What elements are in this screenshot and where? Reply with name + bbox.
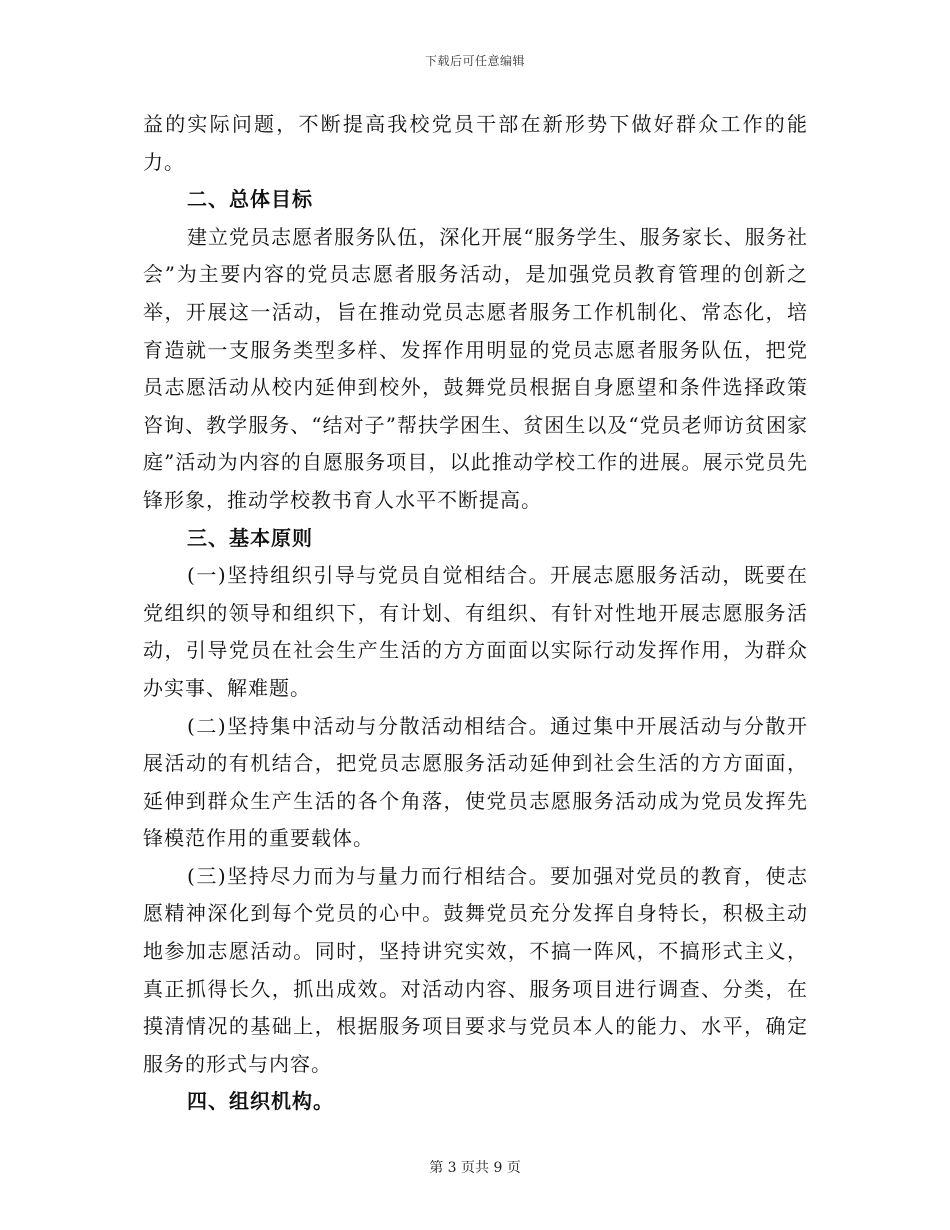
section-heading-basic-principles: 三、基本原则 [187, 525, 313, 550]
section-heading-organization: 四、组织机构。 [187, 1089, 334, 1114]
paragraph-principle-3: (三)坚持尽力而为与量力而行相结合。要加强对党员的教育，使志愿精神深化到每个党员的心中。鼓舞党员充分发挥自身特长，积极主动地参加志愿活动。同时，坚持讲究实效，不搞一阵风，不搞形式主义，真正抓得长久，抓出成效。对活动内容、服务项目进行调查、分类，在摸清情况的基础上，根据服务项目要求与党员本人的能力、水平，确定服务的形式与内容。 [143, 863, 808, 1076]
page-header: 下载后可任意编辑 [424, 54, 525, 68]
section-heading-overall-goal: 二、总体目标 [187, 187, 313, 212]
paragraph-continuation: 益的实际问题，不断提高我校党员干部在新形势下做好群众工作的能力。 [143, 112, 808, 174]
page-number: 第 3 页共 9 页 [429, 1160, 521, 1176]
paragraph-principle-1: (一)坚持组织引导与党员自觉相结合。开展志愿服务活动，既要在党组织的领导和组织下，有计划、有组织、有针对性地开展志愿服务活动，引导党员在社会生产生活的方方面面以实际行动发挥作用，为群众办实事、解难题。 [143, 563, 808, 700]
paragraph-overall-goal: 建立党员志愿者服务队伍，深化开展“服务学生、服务家长、服务社会”为主要内容的党员志愿者服务活动，是加强党员教育管理的创新之举，开展这一活动，旨在推动党员志愿者服务工作机制化、常态化，培育造就一支服务类型多样、发挥作用明显的党员志愿者服务队伍，把党员志愿活动从校内延伸到校外，鼓舞党员根据自身愿望和条件选择政策咨询、教学服务、“结对子”帮扶学困生、贫困生以及“党员老师访贫困家庭”活动为内容的自愿服务项目，以此推动学校工作的进展。展示党员先锋形象，推动学校教书育人水平不断提高。 [143, 224, 808, 512]
paragraph-principle-2: (二)坚持集中活动与分散活动相结合。通过集中开展活动与分散开展活动的有机结合，把党员志愿服务活动延伸到社会生活的方方面面，延伸到群众生产生活的各个角落，使党员志愿服务活动成为党员发挥先锋模范作用的重要载体。 [143, 713, 808, 851]
document-body [143, 106, 808, 1121]
